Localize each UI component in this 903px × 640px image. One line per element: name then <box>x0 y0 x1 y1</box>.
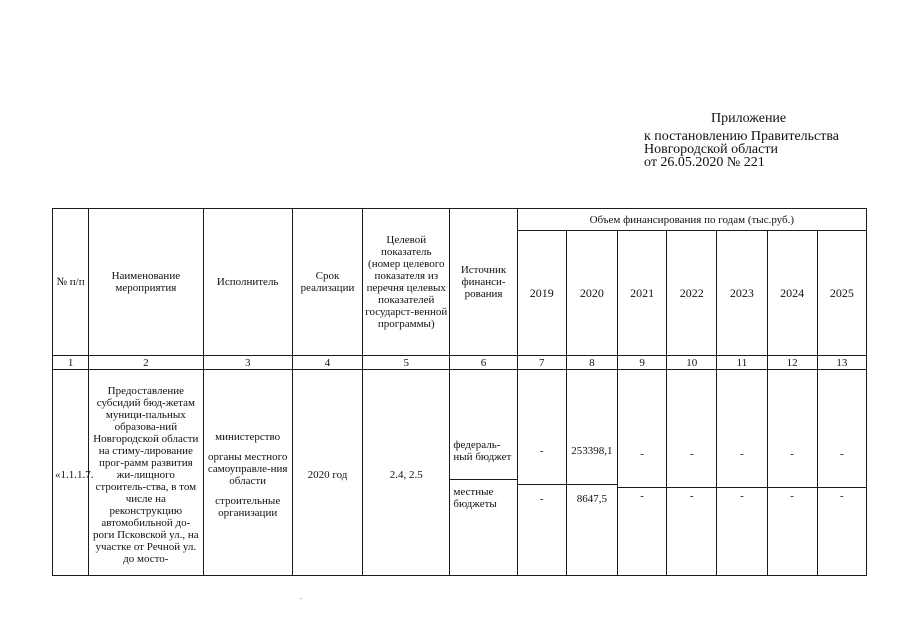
value-cell <box>566 370 617 576</box>
appendix-ref-line: к постановлению Правительства <box>644 129 840 144</box>
value-cell <box>767 370 817 576</box>
index-cell: 4 <box>292 356 362 370</box>
source-federal: федераль-ный бюджет <box>450 435 516 480</box>
source-local: местные бюджеты <box>453 486 497 510</box>
row-source <box>450 370 517 576</box>
index-cell: 12 <box>767 356 817 370</box>
header-term: Срок реализации <box>292 209 362 356</box>
table-row <box>53 370 867 576</box>
index-cell: 6 <box>450 356 517 370</box>
value-cell <box>517 370 566 576</box>
index-cell: 3 <box>203 356 292 370</box>
value-local: - <box>740 490 744 502</box>
value-federal: - <box>667 443 716 488</box>
index-cell: 13 <box>817 356 866 370</box>
appendix-ref-line: от 26.05.2020 № 221 <box>644 155 765 170</box>
index-cell: 5 <box>363 356 450 370</box>
value-federal: - <box>618 443 666 488</box>
value-federal: - <box>717 443 766 488</box>
row-number: «1.1.1.7. <box>53 370 89 576</box>
funding-table <box>52 208 867 576</box>
header-year: 2024 <box>767 231 817 356</box>
value-cell <box>618 370 667 576</box>
value-local: 8647,5 <box>576 493 608 505</box>
row-activity-name: Предоставление субсидий бюд-жетам муници-пальных образова-ний Новгородской области на стиму-лирование прог-рамм развития жи-лищного строитель-ства, в том числе на реконструкцию автомобильной до-роги Псковской ул., на участке от Речной ул. до мосто- <box>89 370 203 576</box>
value-cell <box>717 370 767 576</box>
value-federal: - <box>768 443 817 488</box>
header-name: Наименование мероприятия <box>89 209 203 356</box>
index-cell: 1 <box>53 356 89 370</box>
row-term: 2020 год <box>292 370 362 576</box>
value-federal: - <box>818 443 866 488</box>
value-cell <box>667 370 717 576</box>
executor-line: строительные организации <box>215 494 281 519</box>
appendix-ref-line: Новгородской области <box>644 142 778 157</box>
index-cell: 11 <box>717 356 767 370</box>
value-federal: - <box>518 440 566 485</box>
header-executor: Исполнитель <box>203 209 292 356</box>
value-federal: 253398,1 <box>567 440 617 485</box>
index-cell: 8 <box>566 356 617 370</box>
index-cell: 2 <box>89 356 203 370</box>
row-target: 2.4, 2.5 <box>363 370 450 576</box>
value-local: - <box>640 490 644 502</box>
value-local: - <box>539 493 544 505</box>
header-year: 2023 <box>717 231 767 356</box>
row-executor <box>203 370 292 576</box>
appendix-title: Приложение <box>711 111 787 126</box>
header-year: 2019 <box>517 231 566 356</box>
header-year: 2022 <box>667 231 717 356</box>
executor-line: органы местного самоуправле-ния области <box>207 450 288 487</box>
value-local: - <box>790 490 794 502</box>
header-year: 2021 <box>618 231 667 356</box>
appendix-reference <box>644 130 839 169</box>
header-source: Источник финанси-рования <box>450 209 517 356</box>
header-year: 2025 <box>817 231 866 356</box>
value-local: - <box>840 490 844 502</box>
header-year: 2020 <box>566 231 617 356</box>
header-no: № п/п <box>53 209 89 356</box>
index-cell: 7 <box>517 356 566 370</box>
index-cell: 9 <box>618 356 667 370</box>
header-funding: Объем финансирования по годам (тыс.руб.) <box>517 209 866 231</box>
scan-speck <box>300 598 302 599</box>
value-cell <box>817 370 866 576</box>
executor-line: министерство <box>215 430 281 443</box>
index-cell: 10 <box>667 356 717 370</box>
value-local: - <box>689 490 694 502</box>
header-target: Целевой показатель (номер целевого показателя из перечня целевых показателей государст-венной программы) <box>363 209 450 356</box>
